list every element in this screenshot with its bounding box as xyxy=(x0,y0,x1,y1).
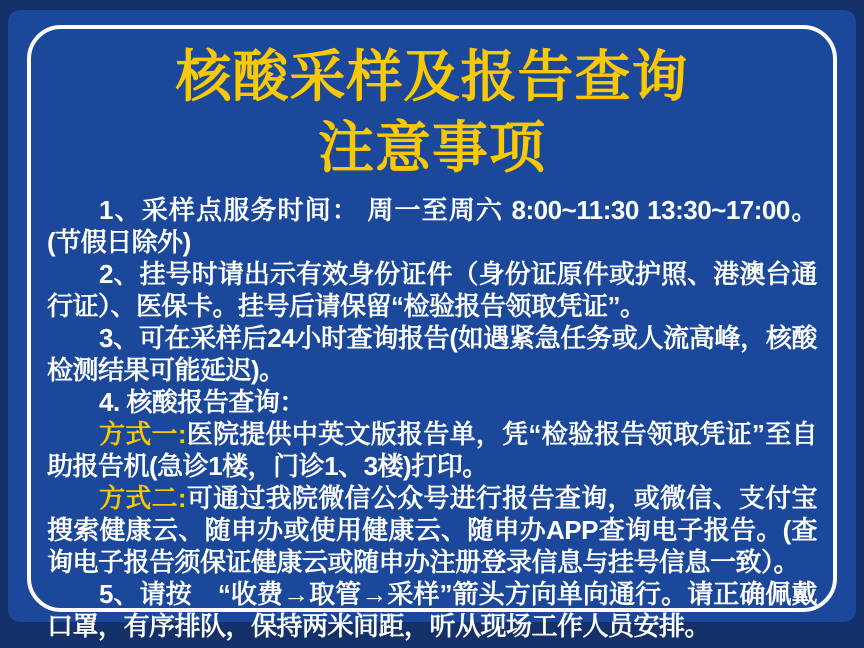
paragraph-text: 1、采样点服务时间： 周一至周六 8:00~11:30 13:30~17:00。(节假日除外) xyxy=(47,195,817,257)
poster-title xyxy=(0,41,864,183)
paragraph-text: 2、挂号时请出示有效身份证件（身份证原件或护照、港澳台通行证）、医保卡。挂号后请保留“检验报告领取凭证”。 xyxy=(47,259,817,321)
paragraph-text: 4. 核酸报告查询： xyxy=(99,387,305,417)
paragraph-text: 3、可在采样后24小时查询报告(如遇紧急任务或人流高峰，核酸检测结果可能延迟)。 xyxy=(47,323,817,385)
paragraph-text: 可通过我院微信公众号进行报告查询，或微信、支付宝搜索健康云、随申办或使用健康云、随申办APP查询电子报告。(查询电子报告须保证健康云或随申办注册登录信息与挂号信息一致）。 xyxy=(47,483,817,577)
notice-paragraph-registration xyxy=(47,258,817,322)
title-line-2: 注意事项 xyxy=(318,116,546,179)
notice-paragraph-one-way-flow xyxy=(47,578,817,642)
notice-paragraph-report-time xyxy=(47,322,817,386)
notice-paragraph-method-two xyxy=(47,482,817,578)
notice-paragraph-service-hours xyxy=(47,194,817,258)
title-line-1: 核酸采样及报告查询 xyxy=(175,45,689,108)
method-one-label: 方式一: xyxy=(99,419,186,449)
notice-paragraph-query-heading xyxy=(47,386,817,418)
method-two-label: 方式二: xyxy=(99,483,187,513)
notice-paragraph-method-one xyxy=(47,418,817,482)
paragraph-text: 5、请按 “收费→取管→采样”箭头方向单向通行。请正确佩戴口罩，有序排队，保持两米间距，听从现场工作人员安排。 xyxy=(47,579,817,641)
paragraph-text: 医院提供中英文版报告单，凭“检验报告领取凭证”至自助报告机(急诊1楼，门诊1、3楼)打印。 xyxy=(47,419,817,481)
notice-body xyxy=(47,194,817,642)
